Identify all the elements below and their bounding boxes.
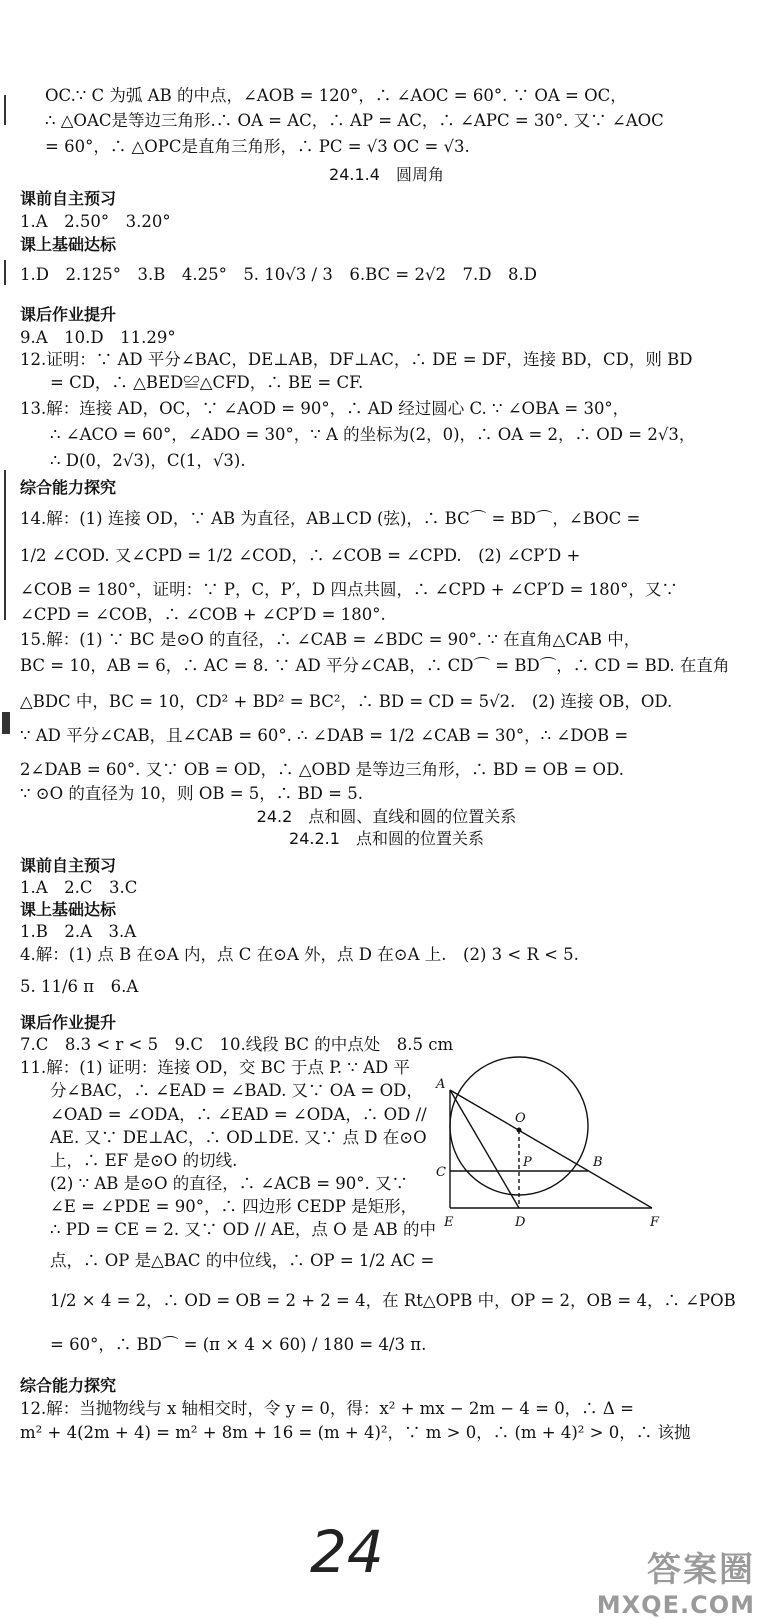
text-line: 点，∴ OP 是△BAC 的中位线，∴ OP = 1/2 AC = bbox=[50, 1251, 435, 1270]
text-line: ∠E = ∠PDE = 90°，∴ 四边形 CEDP 是矩形， bbox=[50, 1197, 418, 1216]
label-f: F bbox=[650, 1215, 660, 1230]
section-heading: 课前自主预习 bbox=[20, 856, 117, 875]
text-line: BC = 10，AB = 6，∴ AC = 8. ∵ AD 平分∠CAB，∴ CD⌒ = BD⌒，∴ CD = BD. 在直角 bbox=[20, 656, 730, 675]
label-a: A bbox=[436, 1077, 446, 1092]
segment-ad bbox=[450, 1090, 519, 1208]
label-p: P bbox=[523, 1155, 532, 1170]
watermark-text: 答案圈 bbox=[647, 1550, 755, 1590]
geometry-diagram bbox=[430, 1042, 670, 1232]
text-line: ∴ D(0，2√3)，C(1，√3). bbox=[50, 451, 246, 470]
section-title: 24.2.1 点和圆的位置关系 bbox=[289, 829, 484, 848]
page-number: 24 bbox=[310, 1518, 384, 1586]
text-line: 1.B 2.A 3.A bbox=[20, 922, 137, 941]
text-line: 1/2 ∠COD. 又∠CPD = 1/2 ∠COD，∴ ∠COB = ∠CPD. (2) ∠CP′D + bbox=[20, 546, 581, 565]
text-line: ∠OAD = ∠ODA，∴ ∠EAD = ∠ODA，∴ OD // bbox=[50, 1105, 427, 1124]
text-line: 分∠BAC，∴ ∠EAD = ∠BAD. 又∵ OA = OD， bbox=[50, 1081, 423, 1100]
text-line: 12.解：当抛物线与 x 轴相交时，令 y = 0，得：x² + mx − 2m − 4 = 0，∴ Δ = bbox=[20, 1399, 634, 1418]
margin-mark bbox=[4, 260, 6, 285]
text-line: ∴ ∠ACO = 60°，∠ADO = 30°，∵ A 的坐标为(2，0)，∴ OA = 2，∴ OD = 2√3， bbox=[50, 425, 696, 444]
text-line: 11.解：(1) 证明：连接 OD，交 BC 于点 P. ∵ AD 平 bbox=[20, 1058, 411, 1077]
section-heading: 课前自主预习 bbox=[20, 189, 117, 208]
text-line: = CD，∴ △BED≌△CFD，∴ BE = CF. bbox=[50, 373, 364, 392]
text-line: 7.C 8.3 < r < 5 9.C 10.线段 BC 的中点处 8.5 cm bbox=[20, 1035, 454, 1054]
text-line: ∴ PD = CE = 2. 又∵ OD // AE，点 O 是 AB 的中 bbox=[50, 1220, 436, 1239]
text-line: 2∠DAB = 60°. 又∵ OB = OD，∴ △OBD 是等边三角形，∴ BD = OB = OD. bbox=[20, 760, 624, 779]
text-line: m² + 4(2m + 4) = m² + 8m + 16 = (m + 4)²，∵ m > 0，∴ (m + 4)² > 0，∴ 该抛 bbox=[20, 1423, 691, 1442]
text-line: 1.A 2.50° 3.20° bbox=[20, 212, 171, 231]
text-line: 5. 11/6 π 6.A bbox=[20, 977, 139, 996]
label-b: B bbox=[593, 1155, 603, 1170]
section-heading: 课上基础达标 bbox=[20, 900, 117, 919]
label-e: E bbox=[444, 1215, 454, 1230]
margin-mark bbox=[2, 712, 10, 734]
section-heading: 课上基础达标 bbox=[20, 235, 117, 254]
section-title: 24.1.4 圆周角 bbox=[329, 165, 444, 184]
text-line: △BDC 中，BC = 10，CD² + BD² = BC²，∴ BD = CD = 5√2. (2) 连接 OB，OD. bbox=[20, 692, 673, 711]
section-title: 24.2 点和圆、直线和圆的位置关系 bbox=[256, 807, 517, 826]
watermark bbox=[597, 1542, 755, 1619]
watermark-url: MXQE.COM bbox=[596, 1591, 755, 1619]
text-line: 上，∴ EF 是⊙O 的切线. bbox=[50, 1151, 238, 1170]
text-line: OC.∵ C 为弧 AB 的中点，∠AOB = 120°，∴ ∠AOC = 60°. ∵ OA = OC， bbox=[45, 86, 627, 105]
text-line: ∵ AD 平分∠CAB，且∠CAB = 60°. ∴ ∠DAB = 1/2 ∠CAB = 30°，∴ ∠DOB = bbox=[20, 726, 629, 745]
text-line: ∵ ⊙O 的直径为 10，则 OB = 5，∴ BD = 5. bbox=[20, 784, 363, 803]
section-heading: 综合能力探究 bbox=[20, 478, 117, 497]
text-line: 15.解：(1) ∵ BC 是⊙O 的直径，∴ ∠CAB = ∠BDC = 90°. ∵ 在直角△CAB 中， bbox=[20, 630, 641, 649]
section-heading: 课后作业提升 bbox=[20, 305, 117, 324]
label-d: D bbox=[515, 1215, 526, 1230]
text-line: 1/2 × 4 = 2，∴ OD = OB = 2 + 2 = 4，在 Rt△OPB 中，OP = 2，OB = 4，∴ ∠POB bbox=[50, 1291, 736, 1310]
text-line: = 60°，∴ △OPC是直角三角形，∴ PC = √3 OC = √3. bbox=[45, 137, 470, 156]
text-line: (2) ∵ AB 是⊙O 的直径，∴ ∠ACB = 90°. 又∵ bbox=[50, 1174, 409, 1193]
label-c: C bbox=[436, 1165, 446, 1180]
margin-mark bbox=[4, 470, 6, 620]
text-line: ∴ △OAC是等边三角形.∴ OA = AC，∴ AP = AC，∴ ∠APC = 30°. 又∵ ∠AOC bbox=[45, 111, 664, 130]
segment-af bbox=[450, 1090, 652, 1208]
text-line: ∠CPD = ∠COB，∴ ∠COB + ∠CP′D = 180°. bbox=[20, 605, 386, 624]
text-line: ∠COB = 180°，证明：∵ P，C，P′，D 四点共圆，∴ ∠CPD + ∠CP′D = 180°，又∵ bbox=[20, 580, 678, 599]
text-line: 1.D 2.125° 3.B 4.25° 5. 10√3 / 3 6.BC = 2√2 7.D 8.D bbox=[20, 265, 537, 284]
point-o bbox=[517, 1128, 522, 1133]
section-heading: 课后作业提升 bbox=[20, 1013, 117, 1032]
label-o: O bbox=[515, 1111, 526, 1126]
text-line: 14.解：(1) 连接 OD，∵ AB 为直径，AB⊥CD (弦)，∴ BC⌒ = BD⌒，∠BOC = bbox=[20, 509, 641, 528]
section-heading: 综合能力探究 bbox=[20, 1376, 117, 1395]
text-line: AE. 又∵ DE⊥AC，∴ OD⊥DE. 又∵ 点 D 在⊙O bbox=[50, 1128, 427, 1147]
text-line: 12.证明：∵ AD 平分∠BAC，DE⊥AB，DF⊥AC，∴ DE = DF，连接 BD，CD，则 BD bbox=[20, 350, 693, 369]
text-line: 13.解：连接 AD，OC，∵ ∠AOD = 90°，∴ AD 经过圆心 C. ∵ ∠OBA = 30°， bbox=[20, 399, 630, 418]
margin-mark bbox=[4, 95, 6, 125]
text-line: 4.解：(1) 点 B 在⊙A 内，点 C 在⊙A 外，点 D 在⊙A 上. (2) 3 < R < 5. bbox=[20, 945, 579, 964]
text-line: 1.A 2.C 3.C bbox=[20, 878, 138, 897]
text-line: 9.A 10.D 11.29° bbox=[20, 328, 176, 347]
text-line: = 60°，∴ BD⌒ = (π × 4 × 60) / 180 = 4/3 π. bbox=[50, 1335, 427, 1354]
